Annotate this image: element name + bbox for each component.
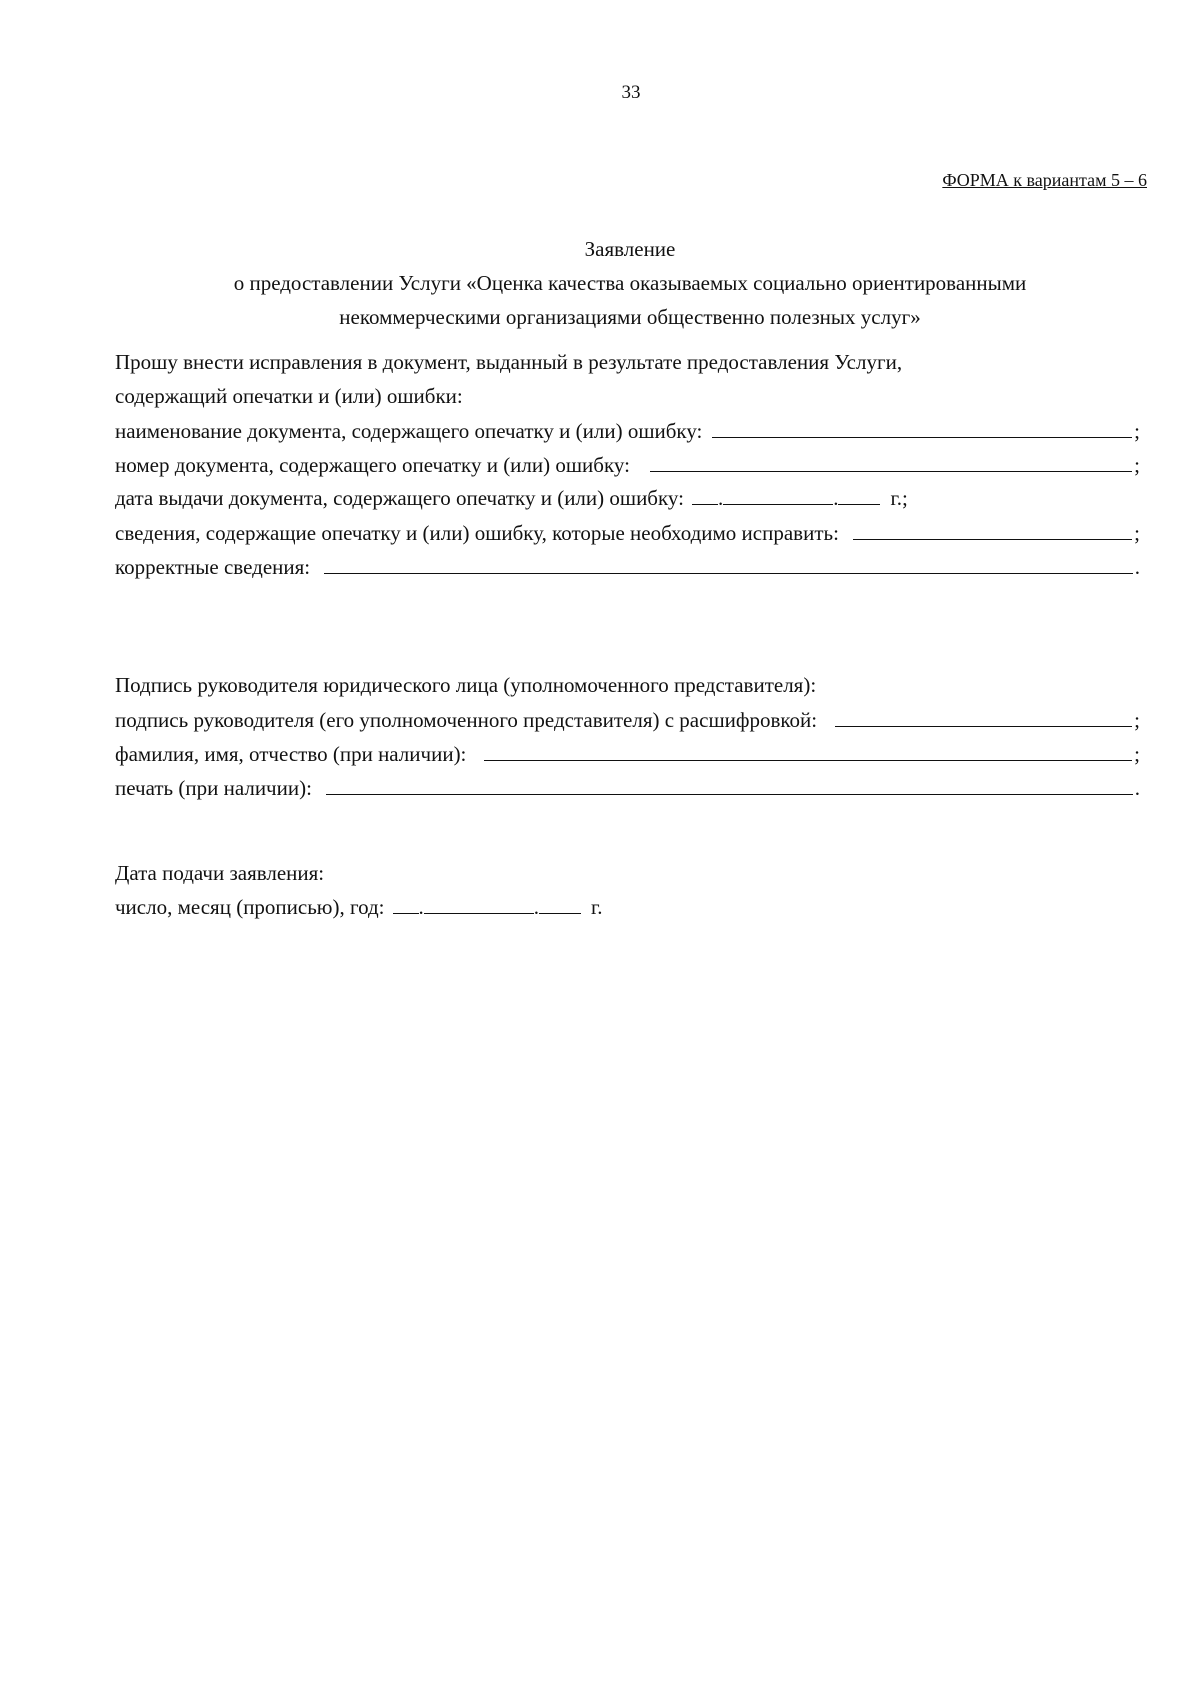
- issue-date-month-field[interactable]: [723, 482, 833, 505]
- signature-heading-row: [115, 668, 1140, 702]
- request-intro-text-1: Прошу внести исправления в документ, выданный в результате предоставления Услуги,: [115, 350, 903, 374]
- fio-row: [115, 736, 1140, 770]
- issue-date-dot-1: .: [717, 486, 724, 510]
- signature-label: подпись руководителя (его уполномоченного представителя) с расшифровкой:: [115, 708, 818, 732]
- doc-name-row: [115, 413, 1140, 447]
- signature-semicolon: ;: [1134, 708, 1140, 732]
- issue-date-day-field[interactable]: [692, 482, 718, 505]
- fio-field[interactable]: [484, 736, 1132, 761]
- issue-date-suffix: г.;: [890, 486, 908, 510]
- errors-label: сведения, содержащие опечатку и (или) ошибку, которые необходимо исправить:: [115, 521, 839, 545]
- submission-month-field[interactable]: [424, 891, 534, 914]
- stamp-period: .: [1134, 776, 1140, 800]
- issue-date-dot-2: .: [833, 486, 839, 510]
- title-line-3: некоммерческими организациями общественно полезных услуг»: [339, 305, 921, 329]
- submission-date-label: число, месяц (прописью), год:: [115, 895, 385, 919]
- doc-name-field[interactable]: [712, 413, 1132, 438]
- doc-number-label: номер документа, содержащего опечатку и (или) ошибку:: [115, 453, 630, 477]
- submission-heading: Дата подачи заявления:: [115, 861, 325, 885]
- fio-label: фамилия, имя, отчество (при наличии):: [115, 742, 467, 766]
- errors-semicolon: ;: [1134, 521, 1140, 545]
- doc-name-label: наименование документа, содержащего опечатку и (или) ошибку:: [115, 419, 703, 443]
- submission-day-field[interactable]: [393, 891, 419, 914]
- doc-number-row: [115, 447, 1140, 481]
- request-intro-text-2: содержащий опечатки и (или) ошибки:: [115, 384, 463, 408]
- form-reference: ФОРМА к вариантам 5 – 6: [942, 170, 1147, 190]
- errors-field[interactable]: [853, 515, 1132, 540]
- stamp-row: [115, 770, 1140, 804]
- request-intro-line-2: [115, 379, 1140, 413]
- submission-date-row: [115, 890, 1140, 924]
- stamp-field[interactable]: [326, 770, 1133, 795]
- submission-year-field[interactable]: [539, 891, 581, 914]
- doc-number-field[interactable]: [650, 447, 1132, 472]
- request-intro-line-1: [115, 345, 1140, 379]
- issue-date-year-field[interactable]: [838, 482, 880, 505]
- stamp-label: печать (при наличии):: [115, 776, 312, 800]
- submission-dot-1: .: [418, 895, 424, 919]
- correct-period: .: [1134, 555, 1140, 579]
- signature-row: [115, 702, 1140, 736]
- correct-row: [115, 549, 1140, 583]
- signature-field[interactable]: [835, 702, 1132, 727]
- fio-semicolon: ;: [1134, 742, 1140, 766]
- errors-row: [115, 515, 1140, 549]
- correct-label: корректные сведения:: [115, 555, 311, 579]
- correct-field[interactable]: [324, 549, 1133, 574]
- doc-name-semicolon: ;: [1134, 419, 1140, 443]
- title-line-2: о предоставлении Услуги «Оценка качества оказываемых социально ориентированными: [233, 271, 1027, 295]
- issue-date-row: [115, 481, 1140, 515]
- submission-dot-2: .: [533, 895, 539, 919]
- submission-heading-row: [115, 856, 1140, 890]
- issue-date-label: дата выдачи документа, содержащего опечатку и (или) ошибку:: [115, 486, 684, 510]
- submission-date-suffix: г.: [591, 895, 603, 919]
- document-title: [140, 232, 1120, 334]
- page-number: 33: [621, 82, 641, 103]
- title-line-1: Заявление: [584, 237, 676, 261]
- doc-number-semicolon: ;: [1134, 453, 1140, 477]
- signature-heading: Подпись руководителя юридического лица (уполномоченного представителя):: [115, 673, 817, 697]
